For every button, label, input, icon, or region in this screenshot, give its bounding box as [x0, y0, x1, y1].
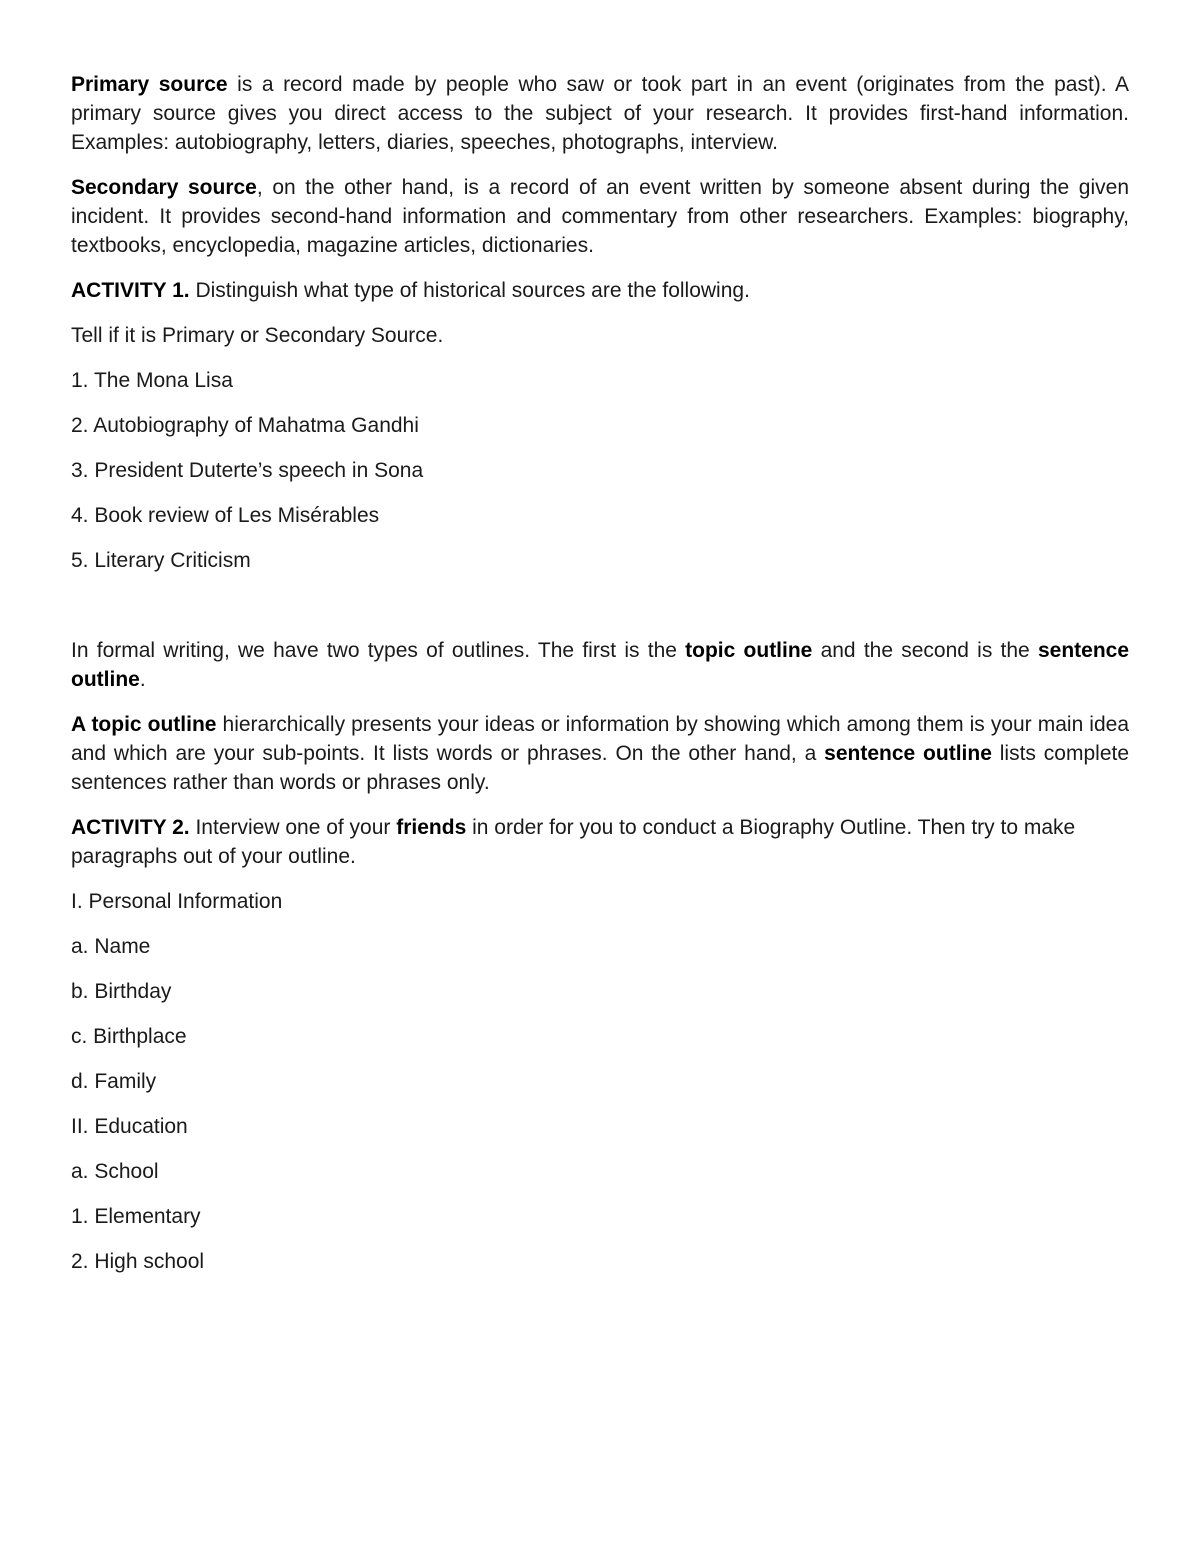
- primary-source-paragraph: [71, 70, 1129, 157]
- sentence-outline-term: sentence outline: [71, 639, 1130, 691]
- activity-2-text-1: Interview one of your: [189, 816, 397, 839]
- sentence-outline-definition-term: sentence outline: [824, 742, 992, 765]
- outlines-intro-pre: In formal writing, we have two types of outlines. The first is the: [71, 639, 686, 662]
- activity-1-text: Distinguish what type of historical sources are the following.: [189, 279, 750, 302]
- activity-1-item: 5. Literary Criticism: [71, 549, 251, 572]
- outline-item: 2. High school: [71, 1250, 205, 1273]
- activity-1-item: 3. President Duterte’s speech in Sona: [71, 459, 424, 482]
- outline-item: a. Name: [71, 935, 151, 958]
- outlines-definition-paragraph: [71, 710, 1129, 797]
- activity-2-friends: friends: [396, 816, 467, 839]
- outline-item: a. School: [71, 1160, 159, 1183]
- section-spacer: [71, 591, 1129, 636]
- secondary-source-term: Secondary source: [71, 176, 257, 199]
- activity-2-label: ACTIVITY 2.: [71, 816, 190, 839]
- activity-1-heading: [71, 276, 1129, 305]
- activity-2-heading: [71, 813, 1129, 871]
- outlines-definition-text-1: hierarchically presents your ideas or information by showing which among them is your main idea and which are your sub-points. It lists words or phrases. On the other hand, a: [71, 713, 1130, 765]
- outlines-intro-end: .: [139, 668, 146, 691]
- topic-outline-term: topic outline: [685, 639, 813, 662]
- activity-2-text-2: in order for you to conduct a Biography Outline. Then try to make paragraphs out of your outline.: [71, 816, 1076, 868]
- topic-outline-definition-term: A topic outline: [71, 713, 217, 736]
- outline-item: c. Birthplace: [71, 1025, 187, 1048]
- activity-1-item: 1. The Mona Lisa: [71, 369, 233, 392]
- outline-item: I. Personal Information: [71, 890, 283, 913]
- activity-1-item: 2. Autobiography of Mahatma Gandhi: [71, 414, 419, 437]
- outlines-definition-text-2: lists complete sentences rather than words or phrases only.: [71, 742, 1130, 794]
- activity-1-instruction: Tell if it is Primary or Secondary Source.: [71, 324, 444, 347]
- secondary-source-text: , on the other hand, is a record of an event written by someone absent during the given incident. It provides second-hand information and commentary from other researchers. Examples: biography, textbooks, encyclopedia, magazine articles, dictionaries.: [71, 176, 1129, 257]
- activity-1-label: ACTIVITY 1.: [71, 279, 190, 302]
- outline-item: d. Family: [71, 1070, 157, 1093]
- activity-1-item: 4. Book review of Les Misérables: [71, 504, 380, 527]
- primary-source-text: is a record made by people who saw or took part in an event (originates from the past). A primary source gives you direct access to the subject of your research. It provides first-hand information. Examples: autobiography, letters, diaries, speeches, photographs, interview.: [71, 73, 1129, 154]
- outline-item: 1. Elementary: [71, 1205, 201, 1228]
- outlines-intro-mid: and the second is the: [812, 639, 1038, 662]
- secondary-source-paragraph: [71, 173, 1129, 260]
- outline-item: b. Birthday: [71, 980, 172, 1003]
- outline-item: II. Education: [71, 1115, 188, 1138]
- primary-source-term: Primary source: [71, 73, 228, 96]
- outlines-intro-paragraph: [71, 636, 1129, 694]
